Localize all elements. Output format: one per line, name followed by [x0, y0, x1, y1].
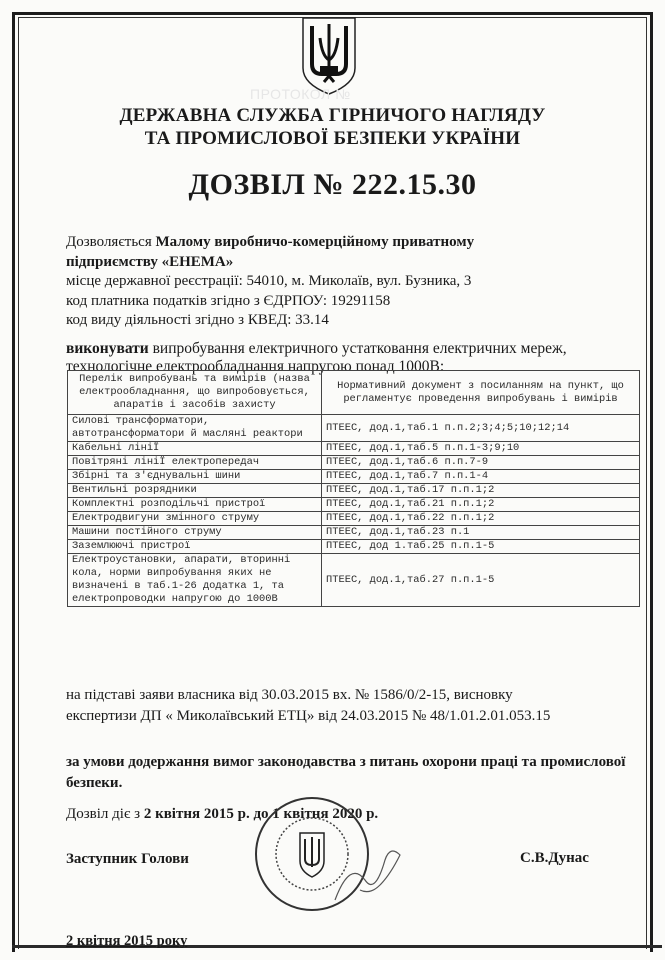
table-header-row: [68, 371, 640, 415]
signatory-name: С.В.Дунас: [520, 850, 589, 866]
bleed-through-text: ПРОТОКОЛ №: [250, 86, 351, 102]
grantee-block: [66, 233, 626, 331]
table-row: [68, 456, 640, 470]
grantee-name-part1: Малому виробничо-комерційному приватному: [155, 234, 475, 250]
agency-name: [0, 104, 665, 150]
basis-line1: на підставі заяви власника від 30.03.2015 вх. № 1586/0/2-15, висновку: [66, 687, 513, 703]
coat-of-arms-trident-icon: [300, 16, 358, 96]
scope-text1: випробування електричного устатковання електричних мереж,: [148, 340, 567, 357]
test-item-cell: Повітряні лініЇ електропередач: [68, 456, 322, 470]
grant-intro: Дозволяється: [66, 234, 156, 250]
test-item-cell: Комплектні розподільчі пристрої: [68, 498, 322, 512]
table-row: [68, 415, 640, 442]
table-row: [68, 484, 640, 498]
normative-reference-cell: ПТЕЕС, дод 1.таб.25 п.п.1-5: [322, 540, 640, 554]
test-item-cell: Силові трансформатори, автотрансформатори й масляні реактори: [68, 415, 322, 442]
test-item-cell: Електродвигуни змінного струму: [68, 512, 322, 526]
agency-name-line2: ТА ПРОМИСЛОВОЇ БЕЗПЕКИ УКРАЇНИ: [144, 128, 521, 149]
handwritten-signature: [330, 840, 410, 910]
test-item-cell: Машини постійного струму: [68, 526, 322, 540]
scope-verb: виконувати: [66, 340, 149, 357]
table-row: [68, 540, 640, 554]
normative-reference-cell: ПТЕЕС, дод.1,таб.21 п.п.1;2: [322, 498, 640, 512]
normative-reference-cell: ПТЕЕС, дод.1,таб.6 п.п.7-9: [322, 456, 640, 470]
grantee-line1: [66, 233, 626, 253]
table-row: [68, 512, 640, 526]
tests-table: [67, 370, 640, 607]
normative-reference-cell: ПТЕЕС, дод.1,таб.17 п.п.1;2: [322, 484, 640, 498]
permit-title: ДОЗВІЛ № 222.15.30: [188, 168, 477, 201]
test-item-cell: Збірні та з'єднувальні шини: [68, 470, 322, 484]
edrpou-code: код платника податків згідно з ЄДРПОУ: 19291158: [66, 292, 391, 309]
validity-period: 2 квітня 2015 р. до 1 квітня 2020 р.: [143, 806, 379, 822]
registration-address: місце державної реєстрації: 54010, м. Миколаїв, вул. Бузника, 3: [66, 273, 472, 289]
issue-date: 2 квітня 2015 року: [66, 933, 188, 949]
signatory-position: Заступник Голови: [66, 851, 189, 867]
header-tests-list: Перелік випробувань та вимірів (назва електрообладнання, що випробовується, апаратів і засобів захисту: [68, 371, 322, 415]
test-item-cell: Заземлюючі пристрої: [68, 540, 322, 554]
table-row: [68, 554, 640, 607]
header-normative-doc: Нормативний документ з посиланням на пункт, що регламентує проведення випробувань і вимірів: [322, 371, 640, 415]
table-row: [68, 442, 640, 456]
test-item-cell: Кабельні лініЇ: [68, 442, 322, 456]
table-row: [68, 498, 640, 512]
normative-reference-cell: ПТЕЕС, дод.1,таб.7 п.п.1-4: [322, 470, 640, 484]
scope-line1: [66, 340, 656, 358]
normative-reference-cell: ПТЕЕС, дод.1,таб.5 п.п.1-3;9;10: [322, 442, 640, 456]
validity-prefix: Дозвіл діє з: [66, 806, 144, 822]
table-row: [68, 526, 640, 540]
grantee-name-part2: підприємству «ЕНЕМА»: [66, 253, 234, 270]
scope-text2: технологічне електрообладнання напругою понад 1000В:: [66, 358, 445, 375]
normative-reference-cell: ПТЕЕС, дод.1,таб.23 п.1: [322, 526, 640, 540]
kved-code: код виду діяльності згідно з КВЕД: 33.14: [66, 312, 329, 328]
condition-statement: за умови додержання вимог законодавства з питань охорони праці та промислової безпеки.: [66, 754, 626, 791]
normative-reference-cell: ПТЕЕС, дод.1,таб.1 п.п.2;3;4;5;10;12;14: [322, 415, 640, 442]
test-item-cell: Електроустановки, апарати, вторинні кола, норми випробування яких не визначені в таб.1-26 додатка 1, та електропроводки напругою до 1000В: [68, 554, 322, 607]
test-item-cell: Вентильні розрядники: [68, 484, 322, 498]
normative-reference-cell: ПТЕЕС, дод.1,таб.27 п.п.1-5: [322, 554, 640, 607]
table-row: [68, 470, 640, 484]
basis-statement: [66, 685, 656, 727]
basis-line2: експертизи ДП « Миколаївський ЕТЦ» від 24.03.2015 № 48/1.01.2.01.053.15: [66, 708, 551, 724]
agency-name-line1: ДЕРЖАВНА СЛУЖБА ГІРНИЧОГО НАГЛЯДУ: [119, 105, 546, 126]
normative-reference-cell: ПТЕЕС, дод.1,таб.22 п.п.1;2: [322, 512, 640, 526]
